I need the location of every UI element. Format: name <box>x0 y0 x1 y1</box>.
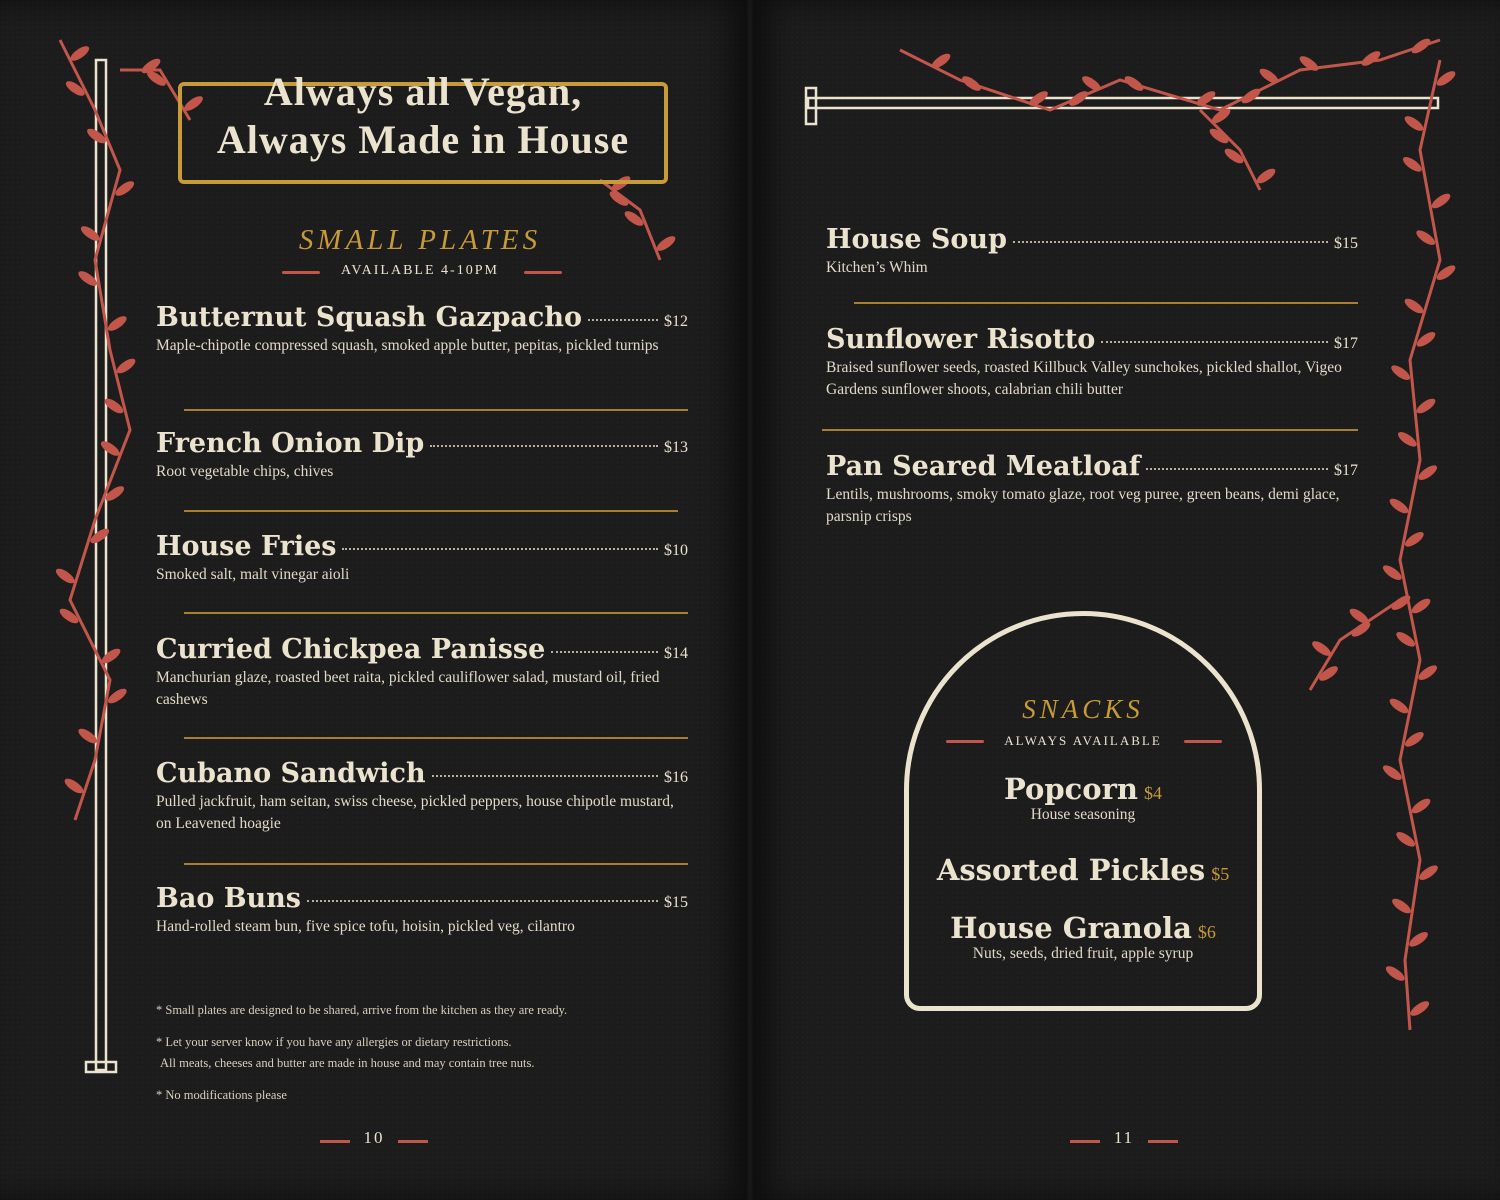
menu-item-pan-seared-meatloaf <box>826 451 1358 528</box>
snack-item-assorted-pickles <box>904 853 1262 887</box>
vine-leaf-icon <box>1387 696 1410 716</box>
note-allergies: * Let your server know if you have any allergies or dietary restrictions. <box>156 1035 512 1049</box>
vine-leaf-icon <box>62 776 85 796</box>
item-name: Curried Chickpea Panisse <box>156 634 546 665</box>
vine-leaf-icon <box>1384 964 1407 984</box>
item-name: Butternut Squash Gazpacho <box>156 302 583 333</box>
vine-leaf-icon <box>1390 896 1413 916</box>
vine-leaf-icon <box>106 314 129 334</box>
dot-leader <box>342 548 658 550</box>
vine-leaf-icon <box>1389 363 1412 383</box>
snack-price: $6 <box>1197 922 1216 942</box>
menu-item-house-soup <box>826 224 1358 279</box>
snack-name: Assorted Pickles <box>936 853 1206 887</box>
snack-name: House Granola <box>950 911 1192 945</box>
vine-leaf-icon <box>1122 74 1145 94</box>
vine-leaf-icon <box>1254 166 1277 186</box>
snack-item-popcorn <box>904 772 1262 824</box>
left-rod-icon <box>96 60 106 1070</box>
subtitle-bar-right <box>524 271 562 274</box>
item-price: $12 <box>664 313 688 330</box>
item-price: $15 <box>1334 235 1358 252</box>
snack-name: Popcorn <box>1003 772 1138 806</box>
divider-rule <box>184 612 688 614</box>
item-name: French Onion Dip <box>156 428 425 459</box>
vine-leaf-icon <box>960 74 983 94</box>
divider-rule <box>822 429 1358 431</box>
item-description: Root vegetable chips, chives <box>156 463 334 480</box>
vine-leaf-icon <box>1409 36 1432 56</box>
vine-leaf-icon <box>1409 596 1432 616</box>
vine-leaf-icon <box>1359 49 1382 69</box>
item-price: $17 <box>1334 335 1358 352</box>
snack-description: Nuts, seeds, dried fruit, apple syrup <box>972 945 1194 962</box>
dot-leader <box>1013 241 1328 243</box>
divider-rule <box>854 302 1358 304</box>
vine-leaf-icon <box>1402 296 1425 316</box>
vine-leaf-icon <box>654 234 677 254</box>
vine-leaf-icon <box>68 44 91 64</box>
note-shared-plates: * Small plates are designed to be shared, arrive from the kitchen as they are ready. <box>156 1003 568 1017</box>
vine-leaf-icon <box>1414 396 1437 416</box>
menu-item-bao-buns <box>156 883 688 938</box>
dot-leader <box>588 319 658 321</box>
vine-leaf-icon <box>99 646 122 666</box>
item-description: Manchurian glaze, roasted beet raita, pickled cauliflower salad, mustard oil, fried cashews <box>156 669 660 708</box>
item-name: Sunflower Risotto <box>826 324 1096 355</box>
item-description: Kitchen’s Whim <box>826 259 928 276</box>
subtitle-bar-right <box>1184 740 1222 743</box>
item-description: Smoked salt, malt vinegar aioli <box>156 566 350 583</box>
snacks-subtitle: ALWAYS AVAILABLE <box>1004 733 1162 748</box>
menu-item-house-fries <box>156 531 688 586</box>
dot-leader <box>307 900 658 902</box>
vine-leaf-icon <box>1408 999 1431 1019</box>
item-description: Lentils, mushrooms, smoky tomato glaze, root veg puree, green beans, demi glace, parsnip crisps <box>826 486 1340 525</box>
vine-stem-icon <box>900 40 1440 110</box>
subtitle-bar-left <box>946 740 984 743</box>
snack-description: House seasoning <box>1030 806 1136 823</box>
item-description: Maple-chipotle compressed squash, smoked apple butter, pepitas, pickled turnips <box>156 337 659 354</box>
snack-item-house-granola <box>904 911 1262 963</box>
page-number-left: 10 <box>363 1128 385 1147</box>
page-number-bar-right <box>1148 1140 1178 1143</box>
dot-leader <box>432 775 658 777</box>
item-description: Hand-rolled steam bun, five spice tofu, hoisin, pickled veg, cilantro <box>156 918 575 935</box>
vine-leaf-icon <box>99 439 122 459</box>
divider-rule <box>184 510 678 512</box>
small-plates-subtitle: AVAILABLE 4-10PM <box>341 263 499 278</box>
subtitle-bar-left <box>282 271 320 274</box>
divider-rule <box>184 737 688 739</box>
item-price: $15 <box>664 894 688 911</box>
top-rod-icon <box>808 98 1438 108</box>
vine-leaf-icon <box>1080 74 1103 94</box>
item-name: Cubano Sandwich <box>156 758 426 789</box>
page-number-bar-right <box>398 1140 428 1143</box>
dot-leader <box>1146 468 1328 470</box>
vine-leaf-icon <box>1429 191 1452 211</box>
header-line-1: Always all Vegan, <box>263 69 583 114</box>
vine-leaf-icon <box>54 566 77 586</box>
menu-item-curried-chickpea-panisse <box>156 634 688 711</box>
vine-leaf-icon <box>79 224 102 244</box>
dot-leader <box>551 651 658 653</box>
snack-price: $4 <box>1144 783 1162 803</box>
menu-item-sunflower-risotto <box>826 324 1358 401</box>
snack-price: $5 <box>1211 864 1230 884</box>
vine-leaf-icon <box>929 51 952 71</box>
menu-item-cubano-sandwich <box>156 758 688 835</box>
item-price: $10 <box>664 542 688 559</box>
vine-leaf-icon <box>1396 429 1419 449</box>
small-plates-title: SMALL PLATES <box>298 224 542 256</box>
vine-leaf-icon <box>114 356 137 376</box>
vine-leaf-icon <box>1257 66 1280 86</box>
menu-item-butternut-squash-gazpacho <box>156 302 688 357</box>
item-price: $13 <box>664 439 688 456</box>
note-no-modifications: * No modifications please <box>156 1088 287 1102</box>
divider-rule <box>184 409 688 411</box>
item-price: $16 <box>664 769 688 786</box>
menu-item-french-onion-dip <box>156 428 688 483</box>
vine-leaf-icon <box>1239 86 1262 106</box>
snacks-title: SNACKS <box>1022 694 1144 724</box>
header-line-2: Always Made in House <box>216 117 630 162</box>
dot-leader <box>430 445 658 447</box>
dot-leader <box>1101 341 1328 343</box>
note-made-in-house: All meats, cheeses and butter are made in house and may contain tree nuts. <box>160 1056 535 1070</box>
page-number-right: 11 <box>1113 1128 1135 1147</box>
item-name: Pan Seared Meatloaf <box>826 451 1141 482</box>
divider-rule <box>184 863 688 865</box>
vine-leaf-icon <box>1409 796 1432 816</box>
item-price: $14 <box>664 645 688 662</box>
vine-leaf-icon <box>1402 114 1425 134</box>
item-description: Braised sunflower seeds, roasted Killbuck Valley sunchokes, pickled shallot, Vigeo Gardens sunflower shoots, calabrian chili butter <box>826 359 1342 398</box>
item-name: House Fries <box>156 531 337 562</box>
item-name: Bao Buns <box>156 883 302 914</box>
item-price: $17 <box>1334 462 1358 479</box>
item-description: Pulled jackfruit, ham seitan, swiss cheese, pickled peppers, house chipotle mustard, on Leavened hoagie <box>156 793 674 832</box>
vine-leaf-icon <box>1349 619 1372 639</box>
vine-leaf-icon <box>1310 639 1333 659</box>
item-name: House Soup <box>826 224 1007 255</box>
vine-leaf-icon <box>1387 496 1410 516</box>
